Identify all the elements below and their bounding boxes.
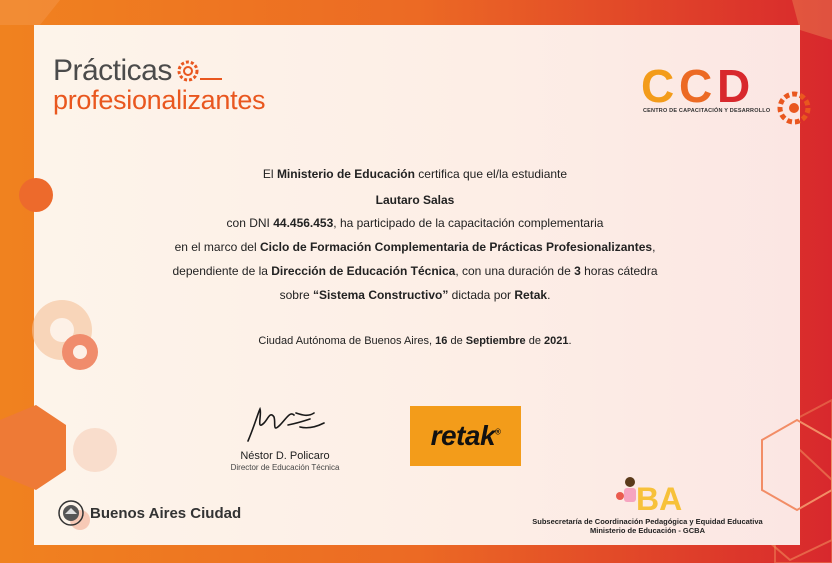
logo-line1: Prácticas bbox=[53, 54, 172, 87]
signatory-name: Néstor D. Policaro bbox=[240, 450, 330, 462]
cert-line-4: en el marco del Ciclo de Formación Complementaria de Prácticas Profesionalizantes, bbox=[174, 240, 656, 254]
dni-value: 44.456.453 bbox=[273, 216, 334, 230]
gear-icon bbox=[176, 58, 224, 84]
signature-image bbox=[240, 403, 330, 448]
svg-text:C: C bbox=[641, 60, 675, 110]
svg-text:D: D bbox=[717, 60, 751, 110]
cert-date-line: Ciudad Autónoma de Buenos Aires, 16 de Septiembre de 2021. bbox=[258, 335, 572, 347]
svg-text:BA: BA bbox=[636, 481, 683, 514]
topic-name: “Sistema Constructivo” bbox=[312, 288, 449, 302]
buenos-aires-logo bbox=[58, 500, 241, 526]
practicas-logo bbox=[53, 56, 265, 114]
ba-education-logo bbox=[610, 474, 700, 514]
direction-name: Dirección de Educación Técnica bbox=[271, 264, 456, 278]
program-name: Ciclo de Formación Complementaria de Prácticas Profesionalizantes bbox=[259, 240, 653, 254]
cert-line-3: con DNI 44.456.453, ha participado de la capacitación complementaria bbox=[226, 216, 604, 230]
student-name: Lautaro Salas bbox=[375, 193, 455, 207]
subsecretaria-text: Subsecretaría de Coordinación Pedagógica y Equidad Educativa Ministerio de Educación - GCBA bbox=[532, 517, 763, 535]
logo-line2: profesionalizantes bbox=[53, 85, 266, 115]
ccd-subtitle: CENTRO DE CAPACITACIÓN Y DESARROLLO bbox=[643, 108, 771, 114]
hours-value: 3 bbox=[574, 264, 581, 278]
cert-line-1: El Ministerio de Educación certifica que el/la estudiante bbox=[262, 167, 568, 181]
sponsor-name: Retak bbox=[514, 288, 548, 302]
city-seal-icon bbox=[58, 500, 84, 526]
cert-line-5: dependiente de la Dirección de Educación Técnica, con una duración de 3 horas cátedra bbox=[172, 264, 658, 278]
retak-logo: retak® bbox=[410, 406, 521, 466]
signatory-role: Director de Educación Técnica bbox=[230, 463, 340, 472]
cert-line-6: sobre “Sistema Constructivo” dictada por Retak. bbox=[279, 288, 551, 302]
buenos-aires-text: Buenos Aires Ciudad bbox=[90, 504, 242, 522]
ministry-name: Ministerio de Educación bbox=[276, 167, 415, 181]
svg-text:C: C bbox=[679, 60, 713, 110]
ccd-logo bbox=[641, 58, 781, 110]
